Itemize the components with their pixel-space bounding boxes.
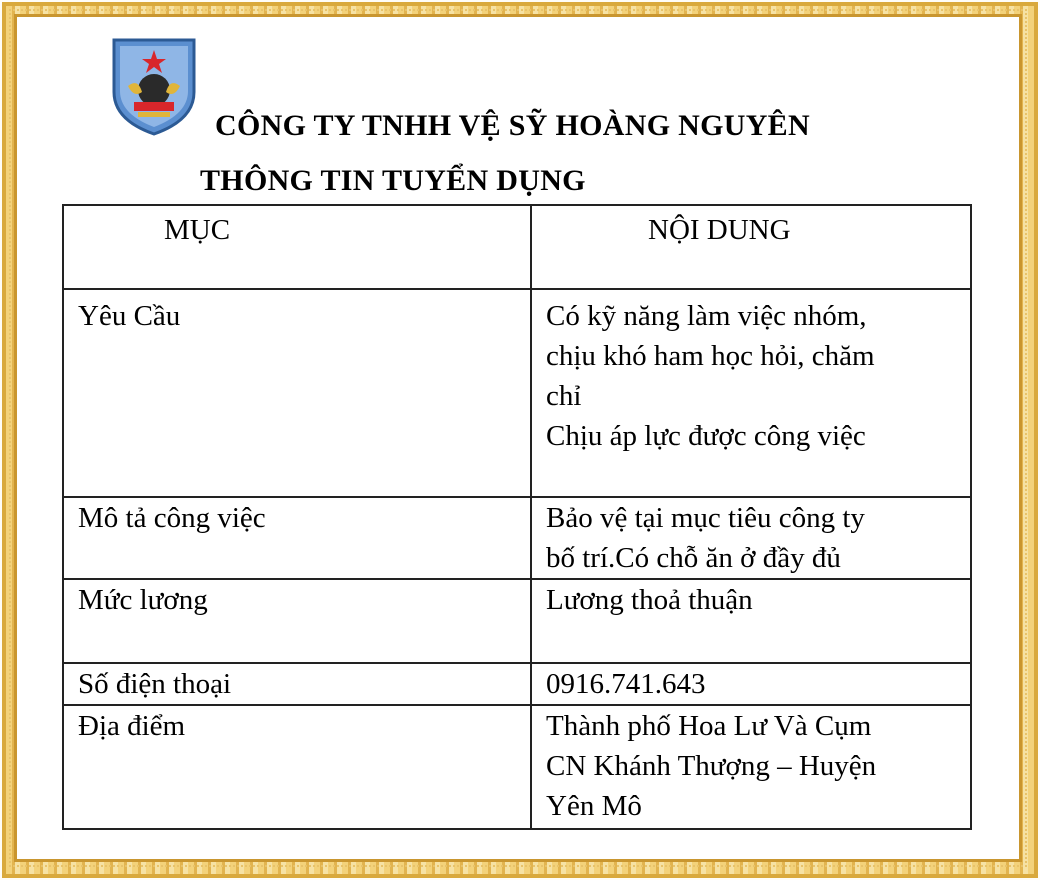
- table-row-salary: [63, 579, 971, 663]
- header-cell-content: NỘI DUNG: [531, 205, 971, 289]
- value-line: Lương thoả thuận: [546, 584, 753, 616]
- table-row-phone: [63, 663, 971, 705]
- row-label: Mức lương: [63, 579, 531, 663]
- row-value: [531, 663, 971, 705]
- value-line: Bảo vệ tại mục tiêu công ty: [546, 502, 865, 534]
- security-shield-emblem-icon: [108, 36, 200, 136]
- table-row-job-description: [63, 497, 971, 579]
- recruitment-table: [62, 204, 972, 830]
- company-name: CÔNG TY TNHH VỆ SỸ HOÀNG NGUYÊN: [215, 109, 810, 142]
- row-label: Yêu Cầu: [63, 289, 531, 497]
- page-subtitle: THÔNG TIN TUYỂN DỤNG: [200, 164, 586, 197]
- row-label: Mô tả công việc: [63, 497, 531, 579]
- value-line: Chịu áp lực được công việc: [546, 420, 866, 452]
- table-row-requirements: [63, 289, 971, 497]
- value-line: bố trí.Có chỗ ăn ở đầy đủ: [546, 542, 841, 574]
- row-value: [531, 289, 971, 497]
- value-line: CN Khánh Thượng – Huyện: [546, 750, 877, 782]
- row-value: [531, 497, 971, 579]
- row-label: Số điện thoại: [63, 663, 531, 705]
- table-header-row: [63, 205, 971, 289]
- header-cell-item: MỤC: [63, 205, 531, 289]
- value-line: Thành phố Hoa Lư Và Cụm: [546, 710, 872, 742]
- value-line: Có kỹ năng làm việc nhóm,: [546, 300, 867, 332]
- table-row-location: [63, 705, 971, 829]
- value-line: Yên Mô: [546, 790, 642, 822]
- row-value: [531, 579, 971, 663]
- value-line: chỉ: [546, 380, 582, 412]
- row-label: Địa điểm: [63, 705, 531, 829]
- value-line: chịu khó ham học hỏi, chăm: [546, 340, 875, 372]
- phone-number: 0916.741.643: [546, 668, 706, 700]
- row-value: [531, 705, 971, 829]
